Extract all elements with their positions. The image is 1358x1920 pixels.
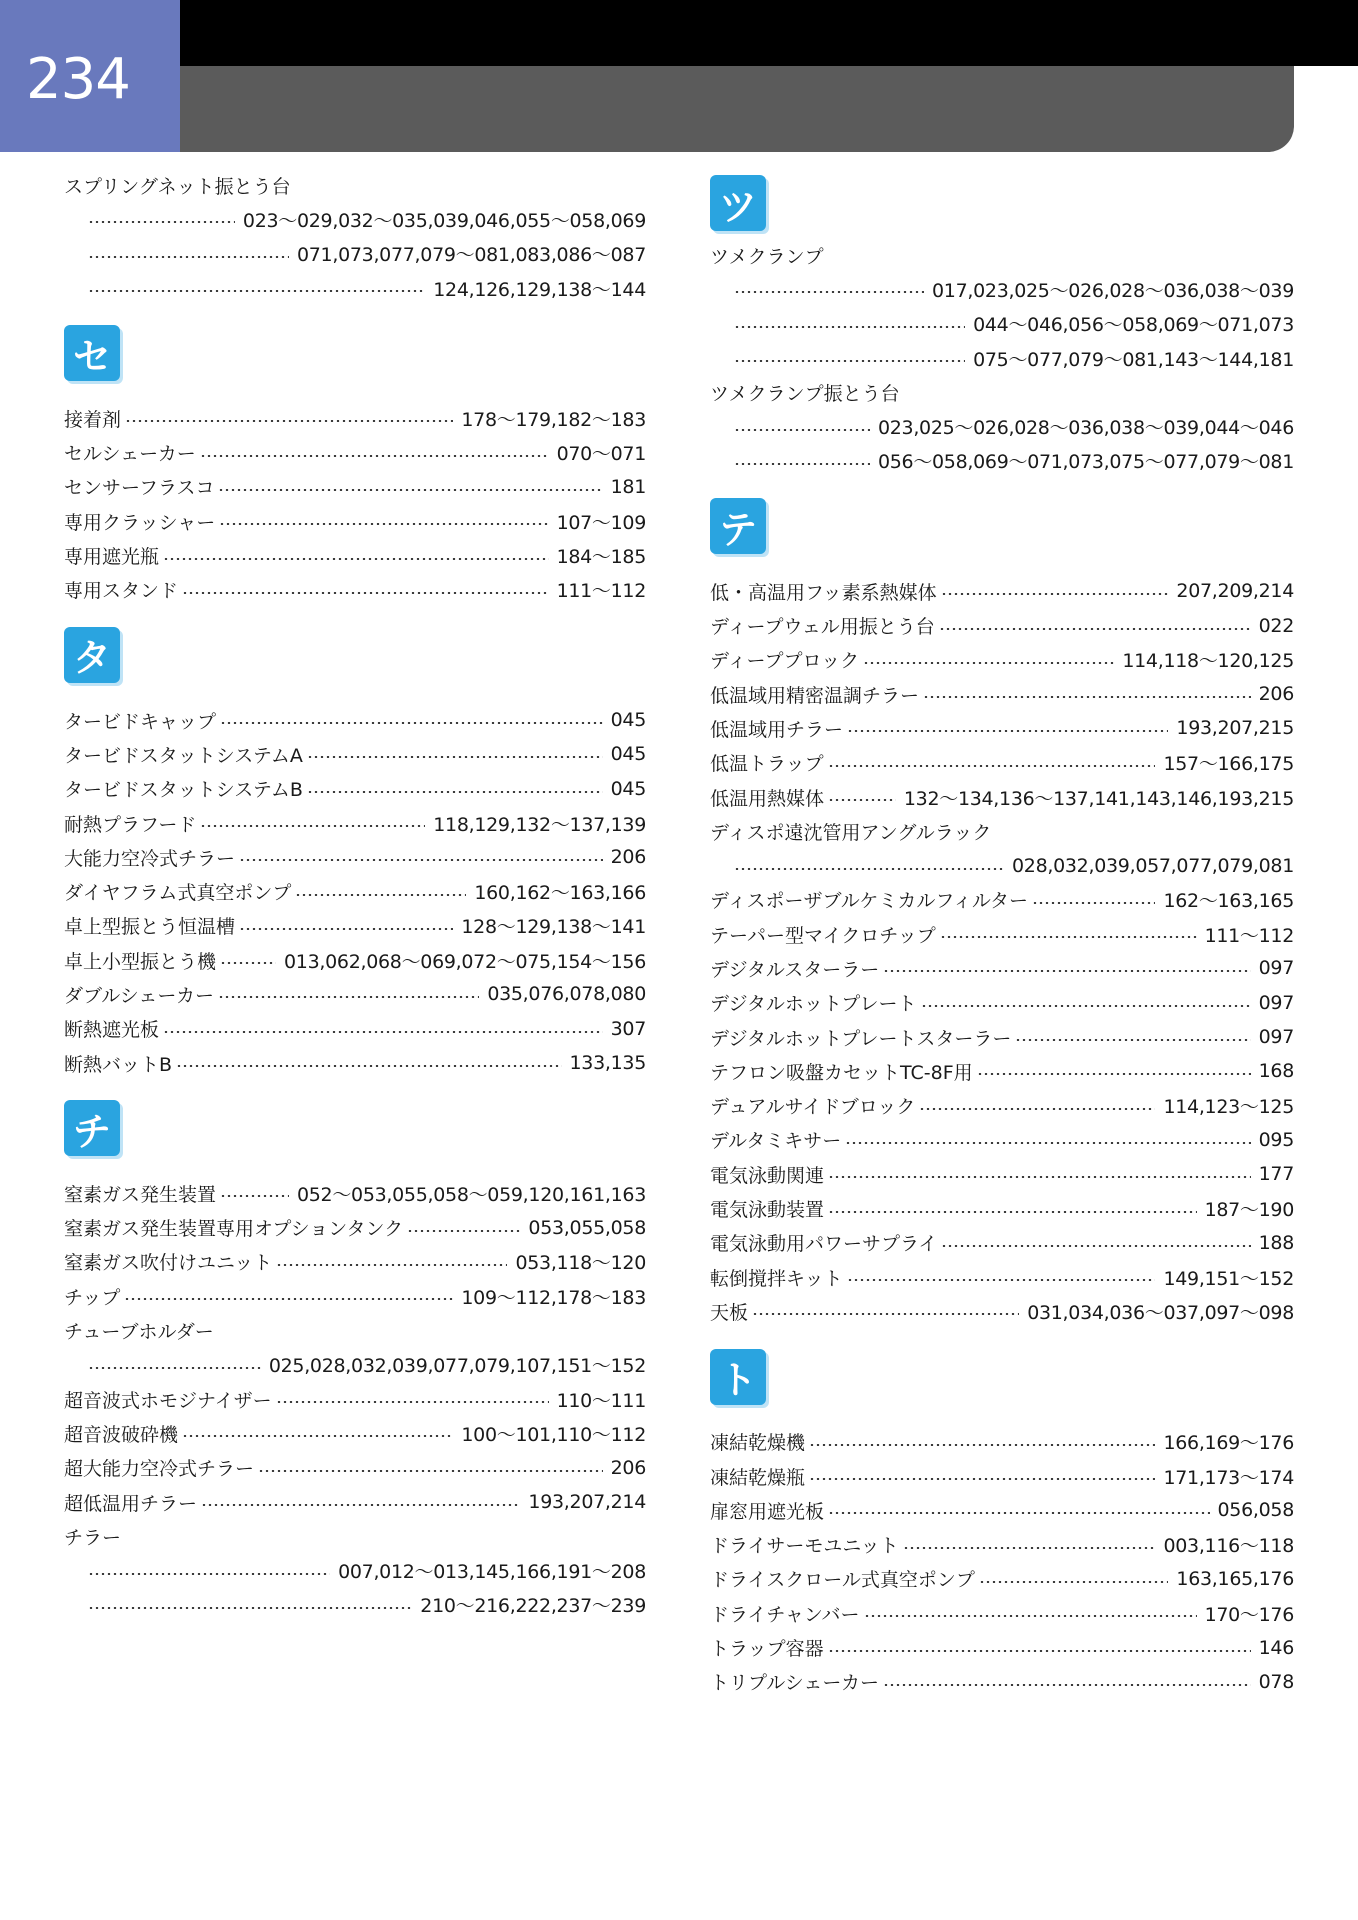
index-entry [710, 1294, 1294, 1328]
index-entry [710, 307, 1294, 341]
index-column-right [710, 168, 1294, 1699]
page-references: 013,062,068～069,072～075,154～156 [284, 950, 646, 973]
page-references: 107～109 [556, 511, 646, 534]
page-references: 097 [1258, 957, 1294, 980]
index-entry [710, 272, 1294, 306]
index-entry [64, 504, 646, 538]
section-kana-badge: ト [710, 1349, 766, 1405]
index-term: センサーフラスコ [64, 477, 215, 500]
page-references: 184～185 [556, 546, 646, 569]
dot-leader [88, 290, 425, 292]
dot-leader [883, 970, 1250, 972]
header-bar-gray [180, 66, 1294, 152]
index-entry [64, 1485, 646, 1519]
page-references: 097 [1258, 1026, 1294, 1049]
section-heading [710, 168, 1294, 238]
index-entry [64, 772, 646, 806]
index-entry [710, 1493, 1294, 1527]
dot-leader [295, 894, 466, 896]
index-term: 凍結乾燥瓶 [710, 1466, 806, 1489]
section-kana-badge: チ [64, 1100, 120, 1156]
dot-leader [276, 1401, 549, 1403]
dot-leader [88, 1367, 261, 1369]
index-term: ディスポーザブルケミカルフィルター [710, 890, 1029, 913]
index-entry [64, 538, 646, 572]
dot-leader [809, 1478, 1155, 1480]
index-entry [710, 780, 1294, 814]
index-entry [710, 409, 1294, 443]
index-entry [710, 1226, 1294, 1260]
dot-leader [182, 1435, 453, 1437]
page-references: 206 [610, 1456, 646, 1479]
page-references: 118,129,132～137,139 [433, 813, 646, 836]
dot-leader [941, 1245, 1250, 1247]
index-term: ディープウェル用振とう台 [710, 616, 935, 639]
dot-leader [218, 996, 479, 998]
index-entry [710, 1665, 1294, 1699]
index-term: 大能力空冷式チラー [64, 847, 236, 870]
page-references: 206 [610, 846, 646, 869]
index-term: テフロン吸盤カセットTC-8F用 [710, 1061, 973, 1084]
page-references: 017,023,025～026,028～036,038～039 [932, 279, 1294, 302]
dot-leader [923, 696, 1251, 698]
dot-leader [828, 1176, 1251, 1178]
dot-leader [125, 420, 453, 422]
page-references: 132～134,136～137,141,143,146,193,215 [903, 787, 1294, 810]
section-heading [64, 305, 646, 401]
index-term: テーパー型マイクロチップ [710, 924, 936, 947]
dot-leader [939, 628, 1251, 630]
section-kana-badge: テ [710, 498, 766, 554]
index-term: 電気泳動装置 [710, 1199, 825, 1222]
index-entry [710, 1157, 1294, 1191]
index-term: デルタミキサー [710, 1130, 842, 1153]
index-term: 電気泳動関連 [710, 1164, 825, 1187]
index-term: 電気泳動用パワーサプライ [710, 1233, 938, 1256]
dot-leader [88, 256, 289, 258]
dot-leader [307, 791, 603, 793]
index-entry [710, 917, 1294, 951]
page-references: 078 [1258, 1670, 1294, 1693]
index-entry [710, 951, 1294, 985]
dot-leader [176, 1065, 561, 1067]
index-term: 凍結乾燥機 [710, 1432, 806, 1455]
index-term: 専用遮光瓶 [64, 546, 160, 569]
dot-leader [734, 868, 1004, 870]
dot-leader [734, 291, 924, 293]
index-term: デジタルホットプレートスターラー [710, 1027, 1012, 1050]
section-heading [710, 1329, 1294, 1425]
page-references: 206 [1258, 683, 1294, 706]
section-kana-badge: タ [64, 627, 120, 683]
index-entry [64, 1588, 646, 1622]
dot-leader [828, 1512, 1210, 1514]
index-entry [710, 1020, 1294, 1054]
page-references: 070～071 [556, 443, 646, 466]
dot-leader [752, 1313, 1019, 1315]
index-entry [64, 435, 646, 469]
index-term: デュアルサイドブロック [710, 1096, 916, 1119]
index-entry [64, 1554, 646, 1588]
page-references: 178～179,182～183 [461, 408, 646, 431]
dot-leader [124, 1298, 453, 1300]
index-term: 卓上小型振とう機 [64, 950, 217, 973]
dot-leader [200, 825, 425, 827]
dot-leader [220, 962, 276, 964]
page-references: 052～053,055,058～059,120,161,163 [296, 1183, 646, 1206]
page-references: 022 [1258, 614, 1294, 637]
index-entry [64, 573, 646, 607]
index-term: トリプルシェーカー [710, 1672, 880, 1695]
dot-leader [903, 1547, 1156, 1549]
index-entry [64, 1012, 646, 1046]
page-references: 193,207,214 [528, 1491, 646, 1514]
index-entry [710, 814, 1294, 848]
dot-leader [276, 1264, 507, 1266]
page-references: 128～129,138～141 [461, 916, 646, 939]
page-references: 171,173～174 [1163, 1466, 1294, 1489]
page-references: 111～112 [556, 580, 646, 603]
page-references: 071,073,077,079～081,083,086～087 [296, 244, 646, 267]
index-term: 窒素ガス発生装置 [64, 1183, 217, 1206]
page-references: 023～029,032～035,039,046,055～058,069 [242, 209, 646, 232]
index-entry [64, 840, 646, 874]
section-heading [64, 1080, 646, 1176]
index-entry [64, 1416, 646, 1450]
index-entry [64, 168, 646, 202]
index-term: ツメクランプ振とう台 [710, 382, 900, 405]
dot-leader [864, 1615, 1197, 1617]
page-references: 075～077,079～081,143～144,181 [973, 348, 1294, 371]
index-entry [64, 401, 646, 435]
index-entry [710, 1596, 1294, 1630]
index-entry [710, 711, 1294, 745]
index-term: 低温用熱媒体 [710, 787, 825, 810]
index-entry [64, 470, 646, 504]
page-references: 111～112 [1204, 924, 1294, 947]
index-term: チューブホルダー [64, 1321, 214, 1344]
index-entry [64, 202, 646, 236]
index-entry [64, 1176, 646, 1210]
page-references: 162～163,165 [1163, 890, 1294, 913]
page-references: 035,076,078,080 [487, 983, 646, 1006]
page-references: 025,028,032,039,077,079,107,151～152 [268, 1355, 646, 1378]
dot-leader [847, 730, 1168, 732]
index-term: 専用スタンド [64, 580, 179, 603]
index-entry [710, 608, 1294, 642]
index-entry [710, 986, 1294, 1020]
page-references: 124,126,129,138～144 [433, 278, 646, 301]
index-entry [64, 1046, 646, 1080]
header-bar-black [180, 0, 1358, 66]
section-kana-badge: ツ [710, 175, 766, 231]
index-term: ドライチャンバー [710, 1603, 860, 1626]
page-references: 003,116～118 [1163, 1535, 1294, 1558]
dot-leader [734, 326, 965, 328]
index-entry [710, 643, 1294, 677]
index-term: 窒素ガス発生装置専用オプションタンク [64, 1218, 404, 1241]
dot-leader [88, 1573, 330, 1575]
page-references: 193,207,215 [1176, 717, 1294, 740]
index-term: デジタルホットプレート [710, 993, 917, 1016]
index-entry [64, 977, 646, 1011]
page-references: 160,162～163,166 [474, 882, 646, 905]
index-entry [710, 1562, 1294, 1596]
index-term: 超音波破砕機 [64, 1423, 179, 1446]
dot-leader [847, 1279, 1156, 1281]
index-term: チップ [64, 1286, 121, 1309]
index-term: 卓上型振とう恒温槽 [64, 916, 236, 939]
index-entry [710, 574, 1294, 608]
index-entry [710, 746, 1294, 780]
page-references: 181 [610, 475, 646, 498]
index-entry [710, 375, 1294, 409]
dot-leader [239, 928, 453, 930]
index-term: 断熱バットB [64, 1053, 173, 1076]
page-references: 146 [1258, 1636, 1294, 1659]
page-references: 114,118～120,125 [1122, 650, 1294, 673]
index-entry [64, 874, 646, 908]
index-term: タービドスタットシステムB [64, 779, 303, 802]
index-column-left [64, 168, 646, 1622]
index-term: デジタルスターラー [710, 958, 880, 981]
index-entry [64, 737, 646, 771]
index-term: タービドキャップ [64, 710, 217, 733]
dot-leader [921, 1005, 1251, 1007]
index-entry [64, 909, 646, 943]
dot-leader [182, 592, 549, 594]
dot-leader [734, 463, 870, 465]
dot-leader [828, 765, 1156, 767]
page-references: 007,012～013,145,166,191～208 [338, 1561, 646, 1584]
page-references: 056～058,069～071,073,075～077,079～081 [877, 451, 1294, 474]
page-references: 307 [610, 1017, 646, 1040]
page-references: 045 [610, 743, 646, 766]
page-references: 177 [1258, 1163, 1294, 1186]
page-references: 097 [1258, 991, 1294, 1014]
dot-leader [201, 1504, 520, 1506]
dot-leader [258, 1470, 603, 1472]
page-references: 207,209,214 [1176, 580, 1294, 603]
index-term: 低温域用精密温調チラー [710, 684, 920, 707]
dot-leader [734, 429, 870, 431]
index-entry [710, 1089, 1294, 1123]
index-term: 超音波式ホモジナイザー [64, 1389, 272, 1412]
index-entry [64, 271, 646, 305]
index-entry [64, 703, 646, 737]
dot-leader [163, 1031, 603, 1033]
index-entry [64, 1382, 646, 1416]
dot-leader [828, 799, 896, 801]
page-references: 053,118～120 [515, 1252, 646, 1275]
index-term: 扉窓用遮光板 [710, 1500, 825, 1523]
index-entry [64, 1211, 646, 1245]
index-term: ディーププロック [710, 650, 860, 673]
index-entry [710, 883, 1294, 917]
page-number: 234 [0, 0, 180, 152]
index-term: トラップ容器 [710, 1638, 824, 1661]
dot-leader [307, 756, 603, 758]
index-term: ドライサーモユニット [710, 1535, 899, 1558]
page-references: 109～112,178～183 [461, 1286, 646, 1309]
index-term: 接着剤 [64, 408, 122, 431]
index-term: 低温域用チラー [710, 718, 844, 741]
page-references: 187～190 [1204, 1199, 1294, 1222]
index-entry [710, 238, 1294, 272]
dot-leader [863, 662, 1114, 664]
page-references: 110～111 [556, 1389, 646, 1412]
index-term: スプリングネット振とう台 [64, 175, 291, 198]
page-references: 031,034,036～037,097～098 [1027, 1301, 1294, 1324]
page-references: 133,135 [569, 1052, 646, 1075]
page-references: 053,055,058 [528, 1216, 646, 1239]
index-term: 耐熱プラフード [64, 813, 197, 836]
index-entry [64, 1313, 646, 1347]
dot-leader [828, 1211, 1197, 1213]
page-references: 188 [1258, 1231, 1294, 1254]
dot-leader [220, 722, 603, 724]
page-references: 149,151～152 [1163, 1267, 1294, 1290]
index-term: 超低温用チラー [64, 1492, 198, 1515]
index-entry [710, 444, 1294, 478]
dot-leader [1015, 1039, 1250, 1041]
index-entry [64, 806, 646, 840]
index-entry [710, 1123, 1294, 1157]
index-entry [64, 1451, 646, 1485]
index-term: セルシェーカー [64, 443, 196, 466]
index-term: ダイヤフラム式真空ポンプ [64, 882, 292, 905]
dot-leader [239, 859, 603, 861]
index-entry [710, 1630, 1294, 1664]
index-term: タービドスタットシステムA [64, 744, 303, 767]
page-references: 114,123～125 [1163, 1096, 1294, 1119]
index-term: ダブルシェーカー [64, 984, 215, 1007]
dot-leader [200, 455, 549, 457]
dot-leader [940, 936, 1197, 938]
index-entry [710, 1191, 1294, 1225]
index-entry [710, 677, 1294, 711]
index-term: 低温トラップ [710, 753, 824, 776]
dot-leader [979, 1581, 1169, 1583]
index-entry [64, 1348, 646, 1382]
page-references: 170～176 [1204, 1603, 1294, 1626]
page-references: 045 [610, 709, 646, 732]
section-kana-badge: セ [64, 325, 120, 381]
index-term: ディスポ遠沈管用アングルラック [710, 821, 992, 844]
dot-leader [919, 1108, 1155, 1110]
dot-leader [941, 593, 1169, 595]
section-heading [710, 478, 1294, 574]
index-entry [710, 1260, 1294, 1294]
index-entry [710, 848, 1294, 882]
index-entry [64, 1519, 646, 1553]
index-entry [64, 1245, 646, 1279]
index-entry [64, 1279, 646, 1313]
dot-leader [734, 360, 965, 362]
page-references: 157～166,175 [1163, 753, 1294, 776]
page-references: 023,025～026,028～036,038～039,044～046 [877, 417, 1294, 440]
index-term: 天板 [710, 1301, 749, 1324]
dot-leader [809, 1444, 1155, 1446]
index-term: 断熱遮光板 [64, 1019, 160, 1042]
dot-leader [977, 1073, 1251, 1075]
index-entry [64, 237, 646, 271]
index-entry [710, 1459, 1294, 1493]
index-entry [64, 943, 646, 977]
page-references: 028,032,039,057,077,079,081 [1012, 854, 1294, 877]
page-references: 166,169～176 [1163, 1432, 1294, 1455]
dot-leader [163, 558, 549, 560]
index-term: 低・高温用フッ素系熱媒体 [710, 581, 937, 604]
index-entry [710, 341, 1294, 375]
dot-leader [218, 489, 602, 491]
dot-leader [1032, 902, 1155, 904]
dot-leader [88, 221, 235, 223]
index-term: ドライスクロール式真空ポンプ [710, 1569, 975, 1592]
dot-leader [220, 1195, 289, 1197]
page-references: 163,165,176 [1176, 1567, 1294, 1590]
index-term: 超大能力空冷式チラー [64, 1458, 255, 1481]
index-term: 専用クラッシャー [64, 511, 216, 534]
dot-leader [845, 1142, 1250, 1144]
page-references: 100～101,110～112 [461, 1423, 646, 1446]
index-entry [710, 1054, 1294, 1088]
index-term: チラー [64, 1526, 122, 1549]
page-references: 095 [1258, 1128, 1294, 1151]
index-term: ツメクランプ [710, 245, 824, 268]
index-term: 転倒撹拌キット [710, 1267, 843, 1290]
index-term: 窒素ガス吹付けユニット [64, 1252, 273, 1275]
dot-leader [828, 1650, 1251, 1652]
page-references: 056,058 [1217, 1499, 1294, 1522]
dot-leader [88, 1607, 412, 1609]
page-references: 044～046,056～058,069～071,073 [973, 314, 1294, 337]
dot-leader [883, 1684, 1251, 1686]
page-references: 168 [1258, 1060, 1294, 1083]
page-references: 210～216,222,237～239 [420, 1595, 646, 1618]
section-heading [64, 607, 646, 703]
index-entry [710, 1425, 1294, 1459]
dot-leader [219, 523, 548, 525]
index-entry [710, 1528, 1294, 1562]
dot-leader [407, 1230, 520, 1232]
page-references: 045 [610, 777, 646, 800]
